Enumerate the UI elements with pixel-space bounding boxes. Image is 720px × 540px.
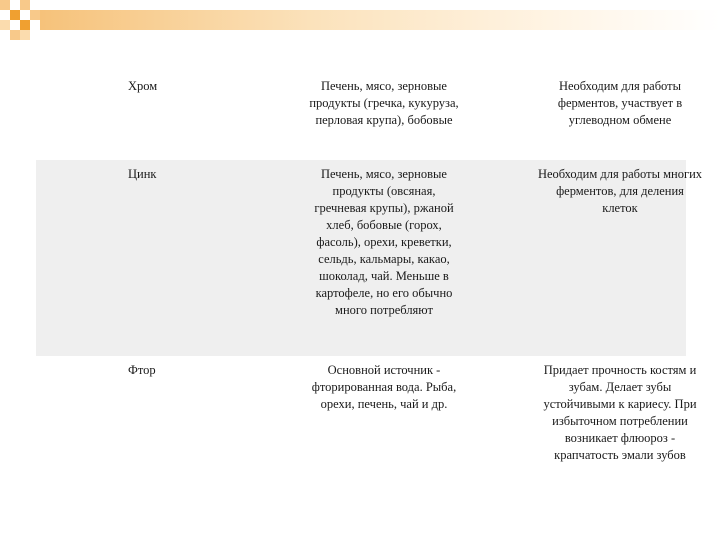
table-row-zinc: [36, 160, 703, 356]
role-cell: Необходим для работы ферментов, участвует в углеводном обмене: [557, 79, 683, 127]
element-cell: Фтор: [128, 363, 156, 377]
decor-square-3: [20, 0, 30, 10]
decor-square-2: [10, 10, 20, 20]
sources-cell: Основной источник - фторированная вода. Рыба, орехи, печень, чай и др.: [311, 363, 457, 411]
role-cell: Придает прочность костям и зубам. Делает зубы устойчивыми к кариесу. При избыточном потреблении возникает флюороз - крапчатость эмали зубов: [543, 363, 697, 462]
decor-square-6: [30, 10, 40, 20]
sources-cell: Печень, мясо, зерновые продукты (гречка, кукуруза, перловая крупа), бобовые: [309, 79, 459, 127]
decor-square-8: [20, 30, 30, 40]
decor-square-1: [0, 0, 10, 10]
header-decoration: [0, 0, 720, 50]
header-gradient-bar: [40, 10, 720, 30]
table-row-fluorine: [36, 356, 697, 468]
table-row-chrome: [36, 72, 686, 160]
element-cell: Цинк: [128, 167, 157, 181]
element-cell: Хром: [128, 79, 158, 93]
decor-square-5: [20, 20, 30, 30]
decor-square-4: [0, 20, 10, 30]
sources-cell: Печень, мясо, зерновые продукты (овсяная, гречневая крупы), ржаной хлеб, бобовые (горох, фасоль), орехи, креветки, сельдь, кальмары, какао, шоколад, чай. Меньше в картофеле, но его обычно много потребляют: [314, 167, 454, 317]
decor-square-7: [10, 30, 20, 40]
role-cell: Необходим для работы многих ферментов, для деления клеток: [537, 167, 703, 215]
